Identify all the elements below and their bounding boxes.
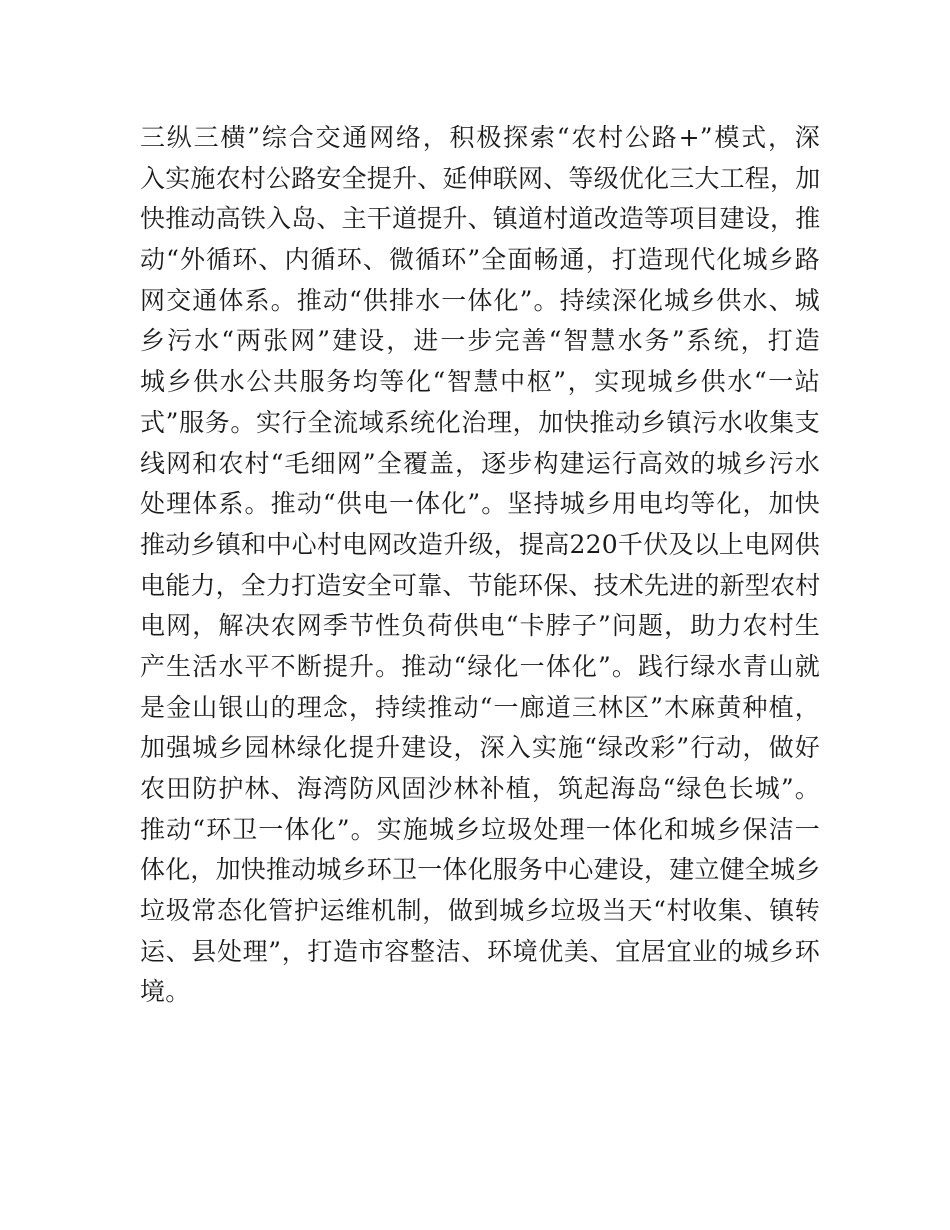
text-line-17: 农田防护林、海湾防风固沙林补植，筑起海岛“绿色长城”。 <box>140 774 820 803</box>
text-line-21: 运、县处理”，打造市容整洁、环境优美、宜居宜业的城乡环 <box>140 936 820 966</box>
text-line-5: 网交通体系。推动“供排水一体化”。持续深化城乡供水、城 <box>140 285 820 315</box>
text-line-13: 电网，解决农网季节性负荷供电“卡脖子”问题，助力农村生 <box>140 611 820 641</box>
text-line-4: 动“外循环、内循环、微循环”全面畅通，打造现代化城乡路 <box>140 245 820 275</box>
text-line-8: 式”服务。实行全流域系统化治理，加快推动乡镇污水收集支 <box>140 407 820 437</box>
body-paragraph <box>140 118 820 1013</box>
text-line-10: 处理体系。推动“供电一体化”。坚持城乡用电均等化，加快 <box>140 489 820 519</box>
text-line-3: 快推动高铁入岛、主干道提升、镇道村道改造等项目建设，推 <box>140 204 821 234</box>
text-line-12: 电能力，全力打造安全可靠、节能环保、技术先进的新型农村 <box>140 570 821 600</box>
text-line-14: 产生活水平不断提升。推动“绿化一体化”。践行绿水青山就 <box>140 651 820 681</box>
text-line-6: 乡污水“两张网”建设，进一步完善“智慧水务”系统，打造 <box>140 326 820 356</box>
text-line-22: 境。 <box>140 977 191 1007</box>
text-line-7: 城乡供水公共服务均等化“智慧中枢”，实现城乡供水“一站 <box>140 367 820 397</box>
text-line-16: 加强城乡园林绿化提升建设，深入实施“绿改彩”行动，做好 <box>140 733 820 763</box>
text-line-11: 推动乡镇和中心村电网改造升级，提高220千伏及以上电网供 <box>140 529 820 559</box>
text-line-1: 三纵三横”综合交通网络，积极探索“农村公路+”模式，深 <box>140 123 820 152</box>
text-line-9: 线网和农村“毛细网”全覆盖，逐步构建运行高效的城乡污水 <box>140 448 820 478</box>
text-line-19: 体化，加快推动城乡环卫一体化服务中心建设，建立健全城乡 <box>140 855 821 885</box>
text-line-15: 是金山银山的理念，持续推动“一廊道三林区”木麻黄种植， <box>140 692 820 722</box>
text-line-18: 推动“环卫一体化”。实施城乡垃圾处理一体化和城乡保洁一 <box>140 814 820 844</box>
text-line-20: 垃圾常态化管护运维机制，做到城乡垃圾当天“村收集、镇转 <box>140 896 820 926</box>
text-line-2: 入实施农村公路安全提升、延伸联网、等级优化三大工程，加 <box>140 163 821 193</box>
